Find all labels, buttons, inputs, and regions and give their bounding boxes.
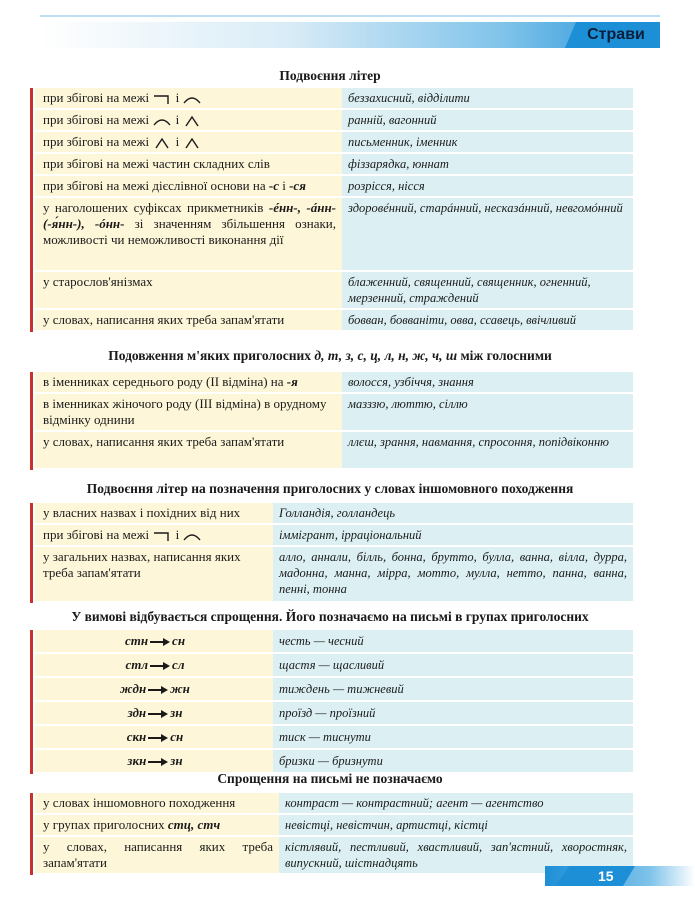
suffix-mark-icon (152, 93, 172, 105)
rule-cell: при збігові на межі і (35, 88, 342, 108)
arrow-right-icon (148, 734, 168, 742)
example-cell: іммігрант, ірраціональний (273, 525, 633, 545)
cluster-cell: скн сн (35, 726, 273, 748)
rule-cell: у словах, написання яких треба запам'ятати (35, 310, 342, 330)
section-title-doubling: Подвоєння літер (279, 68, 381, 83)
table-row (35, 678, 633, 702)
example-cell: фіззарядка, юннат (342, 154, 633, 174)
table-not-marked (30, 793, 633, 875)
example-cell: проїзд — проїзний (273, 702, 633, 724)
example-cell: ллєш, зрання, навмання, спросоння, попідвіконню (342, 432, 633, 468)
rule-cell: при збігові на межі дієслівної основи на -с і -ся (35, 176, 342, 196)
table-row (35, 525, 633, 547)
rule-cell: у наголошених суфіксах прикметників -éнн-, -áнн- (-я́нн-), -óнн- зі значенням збільшення ознаки, можливості чи неможливості виконання дії (35, 198, 342, 270)
root-mark-icon (182, 93, 202, 105)
table-row (35, 547, 633, 603)
example-cell: письменник, іменник (342, 132, 633, 152)
example-cell: алло, аннали, білль, бонна, брутто, булла, ванна, вілла, дурра, мадонна, манна, мірра, мотто, мулла, нетто, панна, ванна, пенні, тонна (273, 547, 633, 601)
header-rule (40, 15, 660, 17)
table-accent-bar (30, 793, 33, 875)
example-cell: Голландія, голландець (273, 503, 633, 523)
cluster-cell: ждн жн (35, 678, 273, 700)
table-row (35, 837, 633, 875)
rule-cell: у старослов'янізмах (35, 272, 342, 308)
rule-cell: у словах, написання яких треба запам'ятати (35, 837, 279, 873)
table-simplification (30, 630, 633, 774)
rule-cell: у власних назвах і похідних від них (35, 503, 273, 523)
suffix-caret-icon (182, 137, 202, 149)
example-cell: щастя — щасливий (273, 654, 633, 676)
example-cell: кістлявий, пестливий, хвастливий, зап'ястний, хворостняк, випускний, шістнадцять (279, 837, 633, 873)
table-row (35, 154, 633, 176)
suffix-caret-icon (182, 115, 202, 127)
arrow-right-icon (148, 758, 168, 766)
rule-cell: при збігові на межі і (35, 110, 342, 130)
example-cell: здоровéнний, старáнний, несказáнний, невгомóнний (342, 198, 633, 270)
table-row (35, 726, 633, 750)
rule-cell: при збігові на межі і (35, 525, 273, 545)
example-cell: бовван, бовваніти, овва, ссавець, ввічливий (342, 310, 633, 330)
table-row (35, 793, 633, 815)
table-row (35, 815, 633, 837)
table-row (35, 198, 633, 272)
section-title-lengthening: Подовження м'яких приголосних д, т, з, с, ц, л, н, ж, ч, ш між голосними (108, 348, 552, 363)
table-accent-bar (30, 88, 33, 332)
table-accent-bar (30, 503, 33, 603)
rule-cell: у словах іншомовного походження (35, 793, 279, 813)
rule-cell: при збігові на межі і (35, 132, 342, 152)
table-doubling (30, 88, 633, 332)
table-row (35, 132, 633, 154)
table-foreign-doubling (30, 503, 633, 603)
arrow-right-icon (148, 686, 168, 694)
root-mark-icon (182, 530, 202, 542)
section-title-tab: Страви (587, 26, 645, 43)
example-cell: блаженний, священний, священник, огненний, мерзенний, страждений (342, 272, 633, 308)
rule-cell: в іменниках жіночого роду (ІІІ відміна) в орудному відмінку однини (35, 394, 342, 430)
table-row (35, 503, 633, 525)
table-accent-bar (30, 372, 33, 470)
table-row (35, 272, 633, 310)
table-row (35, 702, 633, 726)
suffix-caret-icon (152, 137, 172, 149)
table-row (35, 88, 633, 110)
cluster-cell: зкн зн (35, 750, 273, 772)
rule-cell: у словах, написання яких треба запам'ятати (35, 432, 342, 468)
example-cell: ранній, вагонний (342, 110, 633, 130)
table-row (35, 394, 633, 432)
rule-cell: у загальних назвах, написання яких треба запам'ятати (35, 547, 273, 601)
example-cell: контраст — контрастний; агент — агентство (279, 793, 633, 813)
table-accent-bar (30, 630, 33, 774)
cluster-cell: здн зн (35, 702, 273, 724)
example-cell: тиждень — тижневий (273, 678, 633, 700)
example-cell: волосся, узбіччя, знання (342, 372, 633, 392)
example-cell: тиск — тиснути (273, 726, 633, 748)
table-row (35, 630, 633, 654)
example-cell: беззахисний, відділити (342, 88, 633, 108)
example-cell: мазззю, люттю, сіллю (342, 394, 633, 430)
table-row (35, 176, 633, 198)
table-lengthening (30, 372, 633, 470)
section-title-not-marked: Спрощення на письмі не позначаємо (217, 771, 443, 786)
root-mark-icon (152, 115, 172, 127)
page-number: 15 (598, 868, 614, 884)
example-cell: бризки — бризнути (273, 750, 633, 772)
example-cell: честь — чесний (273, 630, 633, 652)
cluster-cell: стл сл (35, 654, 273, 676)
table-row (35, 654, 633, 678)
example-cell: невістці, невістчин, артистці, кістці (279, 815, 633, 835)
rule-cell: в іменниках середнього роду (ІІ відміна) на -я (35, 372, 342, 392)
table-row (35, 432, 633, 470)
rule-cell: при збігові на межі частин складних слів (35, 154, 342, 174)
section-title-foreign-doubling: Подвоєння літер на позначення приголосних у словах іншомовного походження (86, 481, 574, 496)
table-row (35, 110, 633, 132)
table-row (35, 372, 633, 394)
rule-cell: у групах приголосних стц, стч (35, 815, 279, 835)
table-row (35, 310, 633, 332)
example-cell: розрісся, нісся (342, 176, 633, 196)
arrow-right-icon (150, 638, 170, 646)
arrow-right-icon (148, 710, 168, 718)
arrow-right-icon (150, 662, 170, 670)
section-title-simplification: У вимові відбувається спрощення. Його позначаємо на письмі в групах приголосних (71, 609, 589, 624)
suffix-mark-icon (152, 530, 172, 542)
cluster-cell: стн сн (35, 630, 273, 652)
